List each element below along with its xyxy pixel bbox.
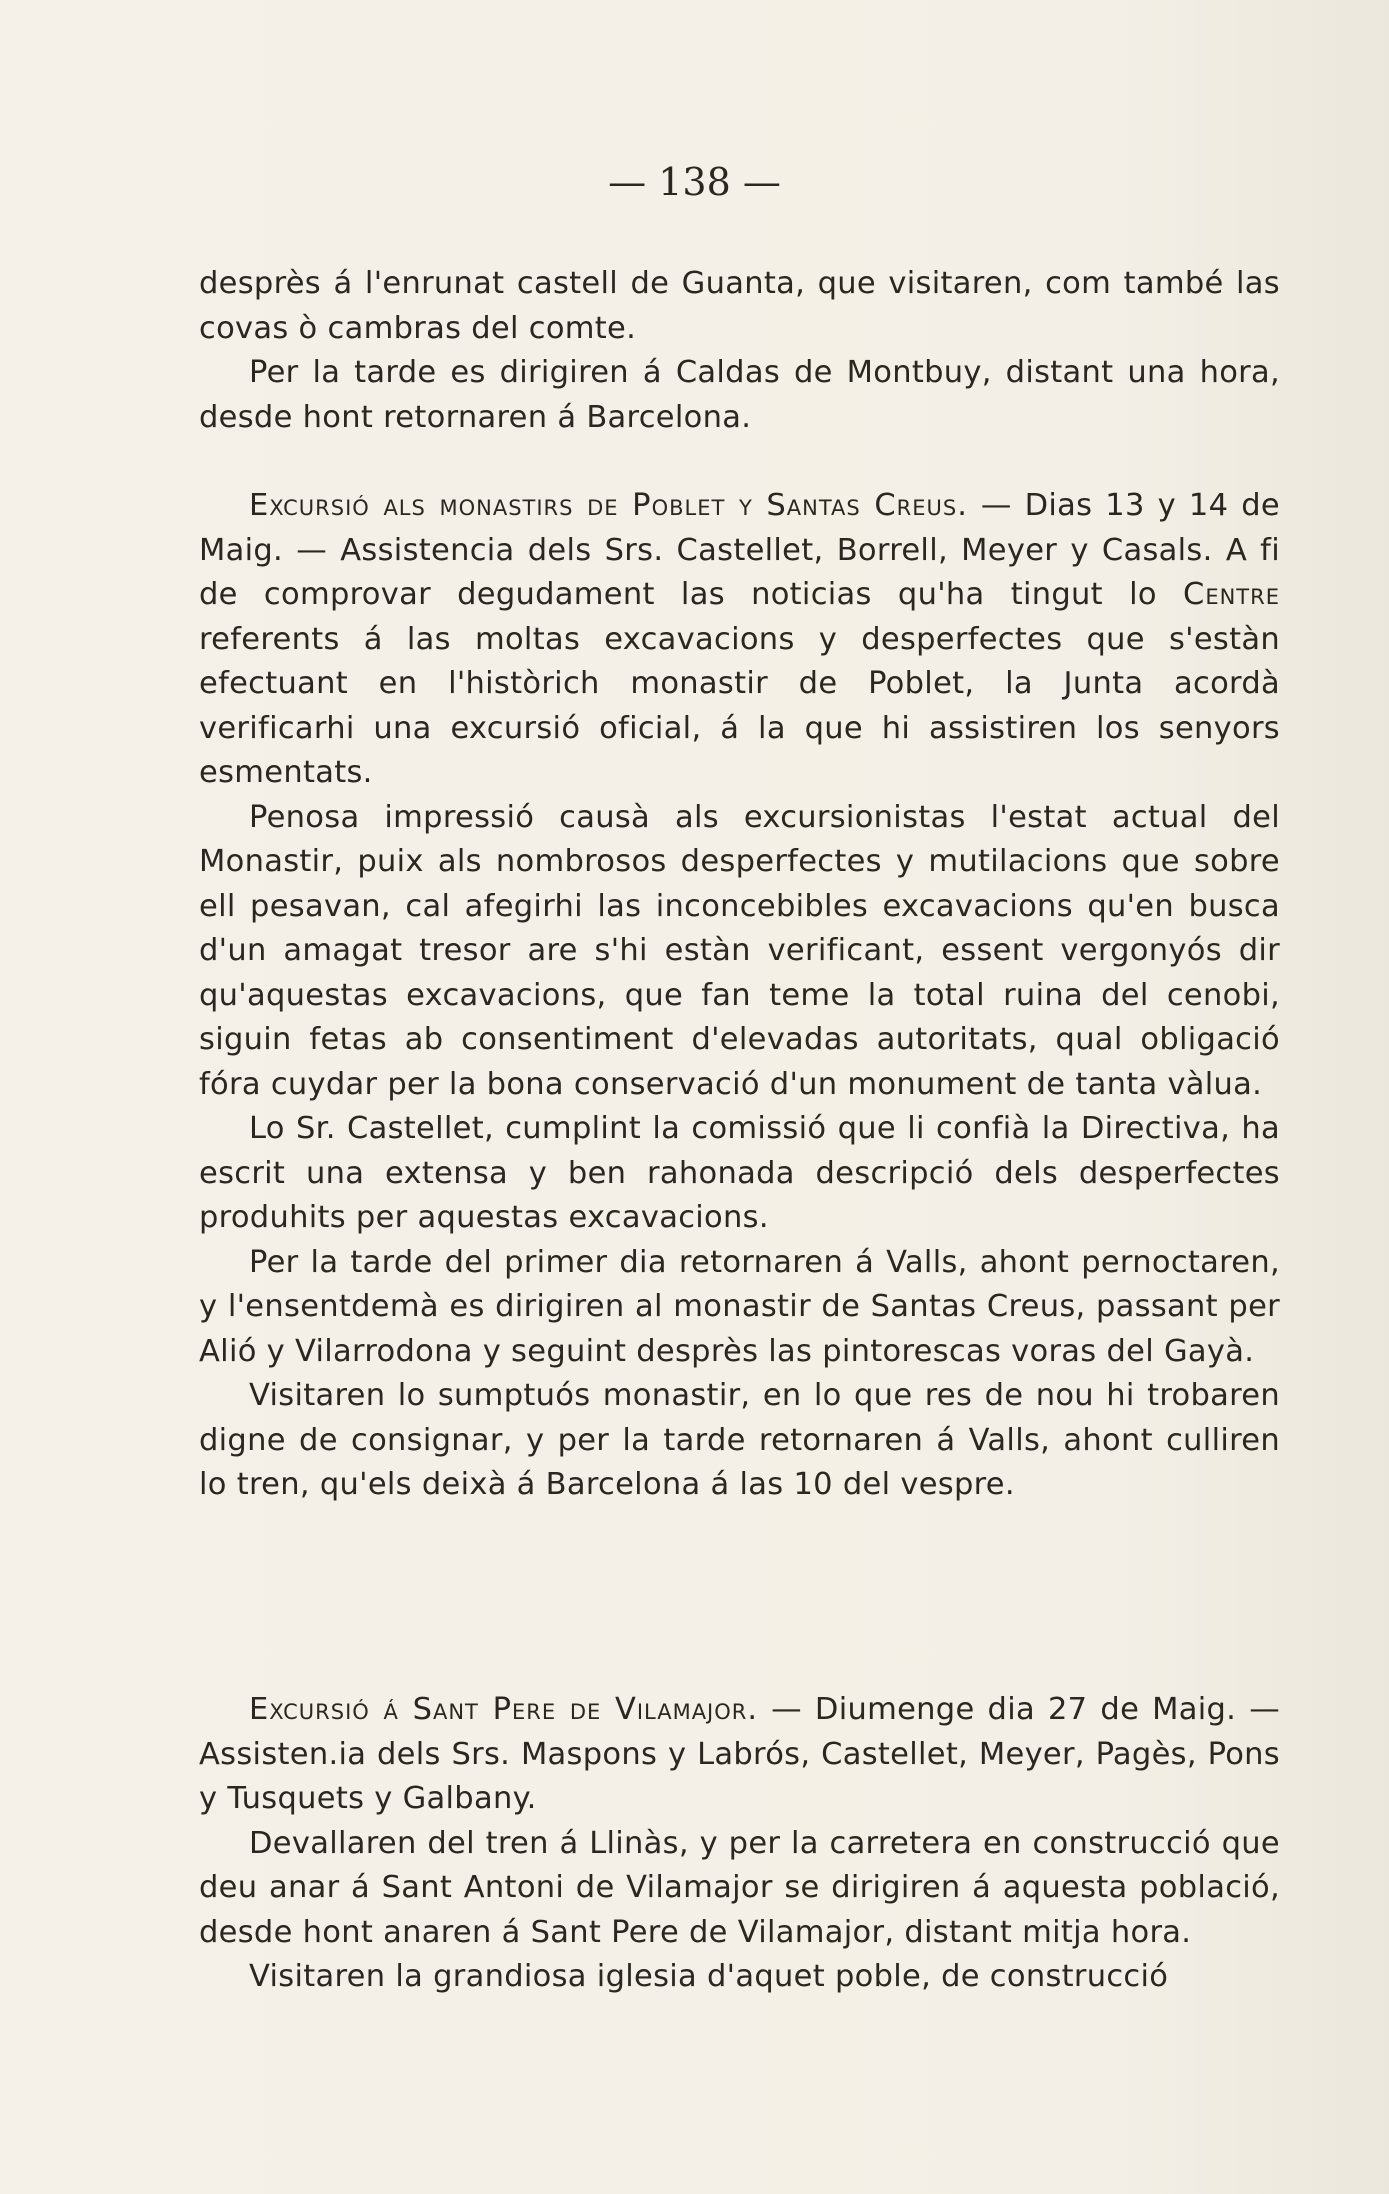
text-block-vilamajor bbox=[199, 1688, 1280, 2000]
poblet-intro-rest: referents á las moltas excavacions y desperfectes que s'estàn efectuant en l'històrich monastir de Poblet, la Junta acordà verificarhi una excursió oficial, á la que hi assistiren los senyors esmentats. bbox=[199, 621, 1280, 790]
paragraph-5: Lo Sr. Castellet, cumplint la comissió que li confià la Directiva, ha escrit una extensa y ben rahonada descripció dels desperfectes produhits per aquestas excavacions. bbox=[199, 1111, 1280, 1235]
centre-word: Centre bbox=[1183, 577, 1280, 612]
paragraph-1: desprès á l'enrunat castell de Guanta, que visitaren, com també las covas ò cambras del comte. bbox=[199, 266, 1280, 346]
section-heading-poblet: Excursió als monastirs de Poblet y Santas Creus. bbox=[249, 488, 968, 523]
poblet-intro-text: — Dias 13 y 14 de Maig. — Assistencia dels Srs. Castellet, Borrell, Meyer y Casals. A fi de comprovar degudament las noticias qu'ha tingut lo bbox=[199, 488, 1280, 612]
paragraph-poblet-intro bbox=[199, 484, 1280, 796]
text-block-poblet bbox=[199, 484, 1280, 1508]
paragraph-4: Penosa impressió causà als excursionistas l'estat actual del Monastir, puix als nombrosos desperfectes y mutilacions que sobre ell pesavan, cal afegirhi las inconcebibles excavacions qu'en busca d'un amagat tresor are s'hi estàn verificant, essent vergonyós dir qu'aquestas excavacions, que fan teme la total ruina del cenobi, siguin fetas ab consentiment d'elevadas autoritats, qual obligació fóra cuydar per la bona conservació d'un monument de tanta vàlua. bbox=[199, 799, 1280, 1102]
paragraph-2: Per la tarde es dirigiren á Caldas de Montbuy, distant una hora, desde hont retornaren á Barcelona. bbox=[199, 355, 1280, 435]
paragraph-9: Devallaren del tren á Llinàs, y per la carretera en construcció que deu anar á Sant Antoni de Vilamajor se dirigiren á aquesta població, desde hont anaren á Sant Pere de Vilamajor, distant mitja hora. bbox=[199, 1825, 1280, 1950]
paragraph-6: Per la tarde del primer dia retornaren á Valls, ahont pernoctaren, y l'ensentdemà es dirigiren al monastir de Santas Creus, passant per Alió y Vilarrodona y seguint desprès las pintorescas voras del Gayà. bbox=[199, 1244, 1280, 1369]
page-number: — 138 — bbox=[608, 160, 781, 204]
section-heading-vilamajor: Excursió á Sant Pere de Vilamajor. bbox=[249, 1692, 759, 1727]
paragraph-vilamajor-intro bbox=[199, 1688, 1280, 1822]
text-block-top bbox=[199, 262, 1280, 440]
paragraph-7: Visitaren lo sumptuós monastir, en lo que res de nou hi trobaren digne de consignar, y per la tarde retornaren á Valls, ahont culliren lo tren, qu'els deixà á Barcelona á las 10 del vespre. bbox=[199, 1378, 1280, 1502]
paragraph-10: Visitaren la grandiosa iglesia d'aquet poble, de construcció bbox=[249, 1959, 1169, 1994]
vilamajor-intro-text: — Diumenge dia 27 de Maig. — Assisten.ia dels Srs. Maspons y Labrós, Castellet, Meyer, Pagès, Pons y Tusquets y Galbany. bbox=[199, 1692, 1280, 1816]
